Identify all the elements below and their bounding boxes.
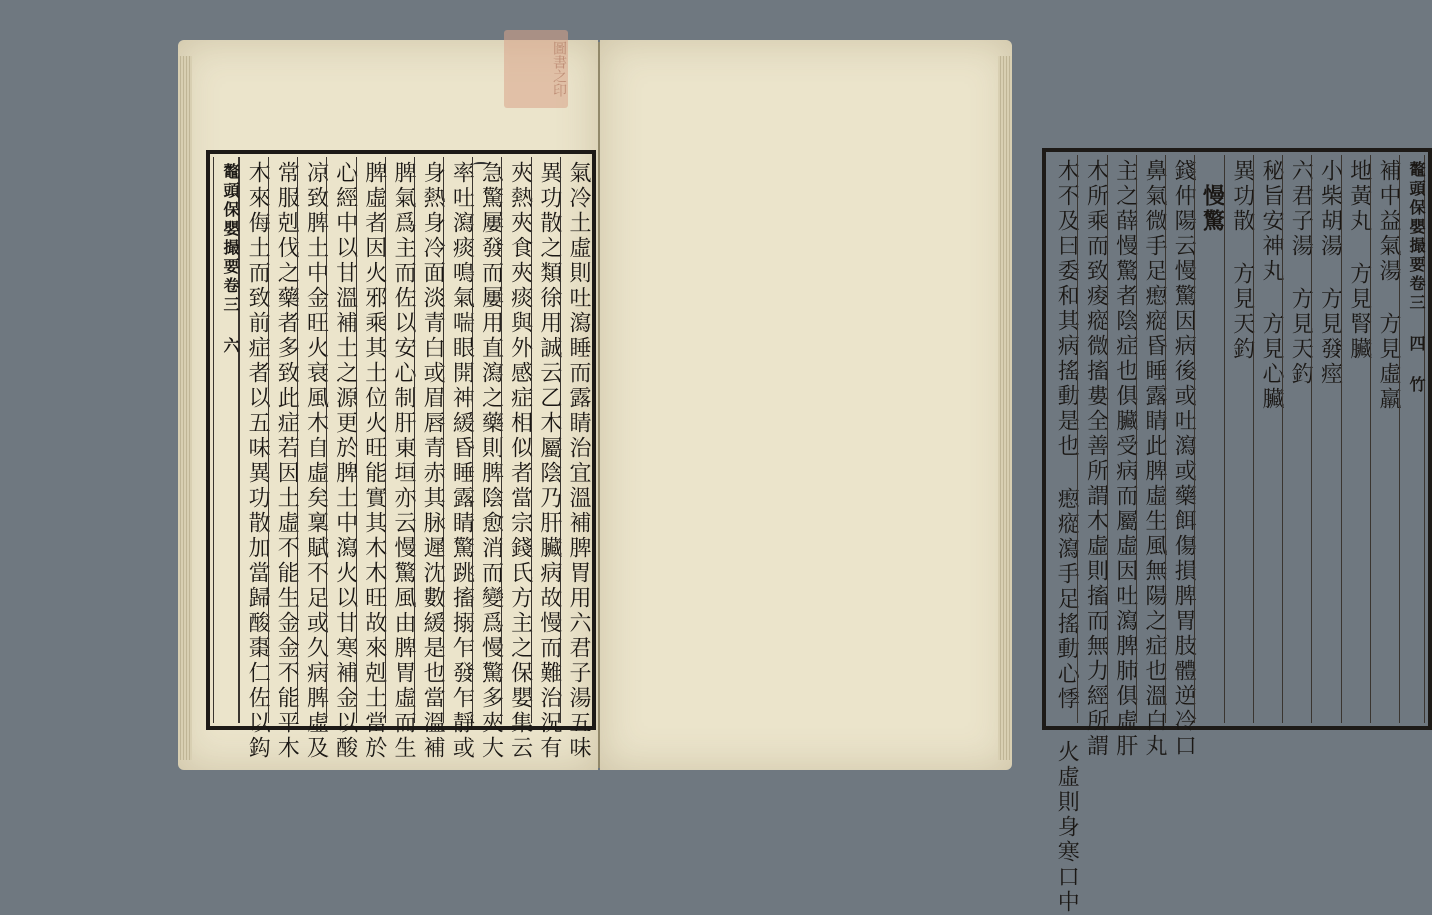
- text-column: 六君子湯 方見天釣: [1282, 155, 1311, 723]
- text-column: 異功散 方見天釣: [1224, 155, 1253, 723]
- text-column: 夾熱夾食夾痰與外感症相似者當宗錢氏方主之保嬰集云: [501, 157, 530, 723]
- right-page-edge: [998, 56, 1012, 760]
- open-book: [172, 30, 1426, 915]
- text-column: 木來侮土而致前症者以五味異功散加當歸酸棗仁佐以鈎: [239, 157, 268, 723]
- right-spine-caption: 鼇頭保嬰撮要卷三 四 竹: [1399, 155, 1425, 723]
- left-page: [178, 40, 598, 770]
- text-column: 主之薛慢驚者陰症也俱臟受病而屬虛因吐瀉脾肺俱虛肝: [1107, 155, 1136, 723]
- text-column: 秘旨安神丸 方見心臟: [1253, 155, 1282, 723]
- right-text-columns: [1049, 155, 1426, 915]
- text-column: 鼻氣微手足瘛瘲昏睡露睛此脾虛生風無陽之症也溫白丸: [1136, 155, 1165, 723]
- text-column: 異功散之類徐用誠云乙木屬陰乃肝臟病故慢而難治況有: [531, 157, 560, 723]
- text-column: 急驚屢發而屢用直瀉之藥則脾陰愈消而變爲慢驚多夾大: [472, 157, 501, 723]
- section-heading: 慢驚: [1194, 155, 1223, 723]
- text-column: 地黃丸 方見腎臟: [1341, 155, 1370, 723]
- text-column: 脾虛者因火邪乘其土位火旺能實其木木旺故來剋土當於: [356, 157, 385, 723]
- text-column: 率吐瀉痰鳴氣喘眼開神緩昏睡露睛驚跳搐搦乍發乍靜或: [443, 157, 472, 723]
- text-column: 凉致脾土中金旺火衰風木自虛矣稟賦不足或久病脾虛及: [297, 157, 326, 723]
- left-spine-caption: 鼇頭保嬰撮要卷三 六: [213, 157, 239, 723]
- left-text-frame: [206, 150, 596, 761]
- left-text-columns: [213, 157, 591, 761]
- text-column: 錢仲陽云慢驚因病後或吐瀉或藥餌傷損脾胃肢體逆冷口: [1165, 155, 1194, 723]
- right-text-frame: [1042, 148, 1432, 915]
- text-column: 木所乘而致痠瘲微搐婁全善所謂木虛則搐而無力經所謂: [1077, 155, 1106, 723]
- text-column: 小柴胡湯 方見發痙: [1311, 155, 1340, 723]
- left-page-edge: [178, 56, 192, 760]
- text-column: 木不及曰委和其病搖動是也 瘛瘲瀉手足搖動心悸 火虛則身寒口中: [1054, 159, 1080, 915]
- right-page: [600, 40, 1426, 915]
- text-column: 常服剋伐之藥者多致此症若因土虛不能生金金不能平木: [268, 157, 297, 723]
- library-seal: 圖書之印: [504, 30, 568, 108]
- text-column: 氣冷土虛則吐瀉睡而露睛治宜溫補脾胃用六君子湯五味: [560, 157, 589, 723]
- text-column: 心經中以甘溫補土之源更於脾土中瀉火以甘寒補金以酸: [326, 157, 355, 723]
- text-column: 身熱身冷面淡青白或眉唇青赤其脉遲沈數緩是也當溫補: [414, 157, 443, 723]
- text-column: 脾氣爲主而佐以安心制肝東垣亦云慢驚風由脾胃虛而生: [385, 157, 414, 723]
- text-column: 補中益氣湯 方見虛羸: [1370, 155, 1399, 723]
